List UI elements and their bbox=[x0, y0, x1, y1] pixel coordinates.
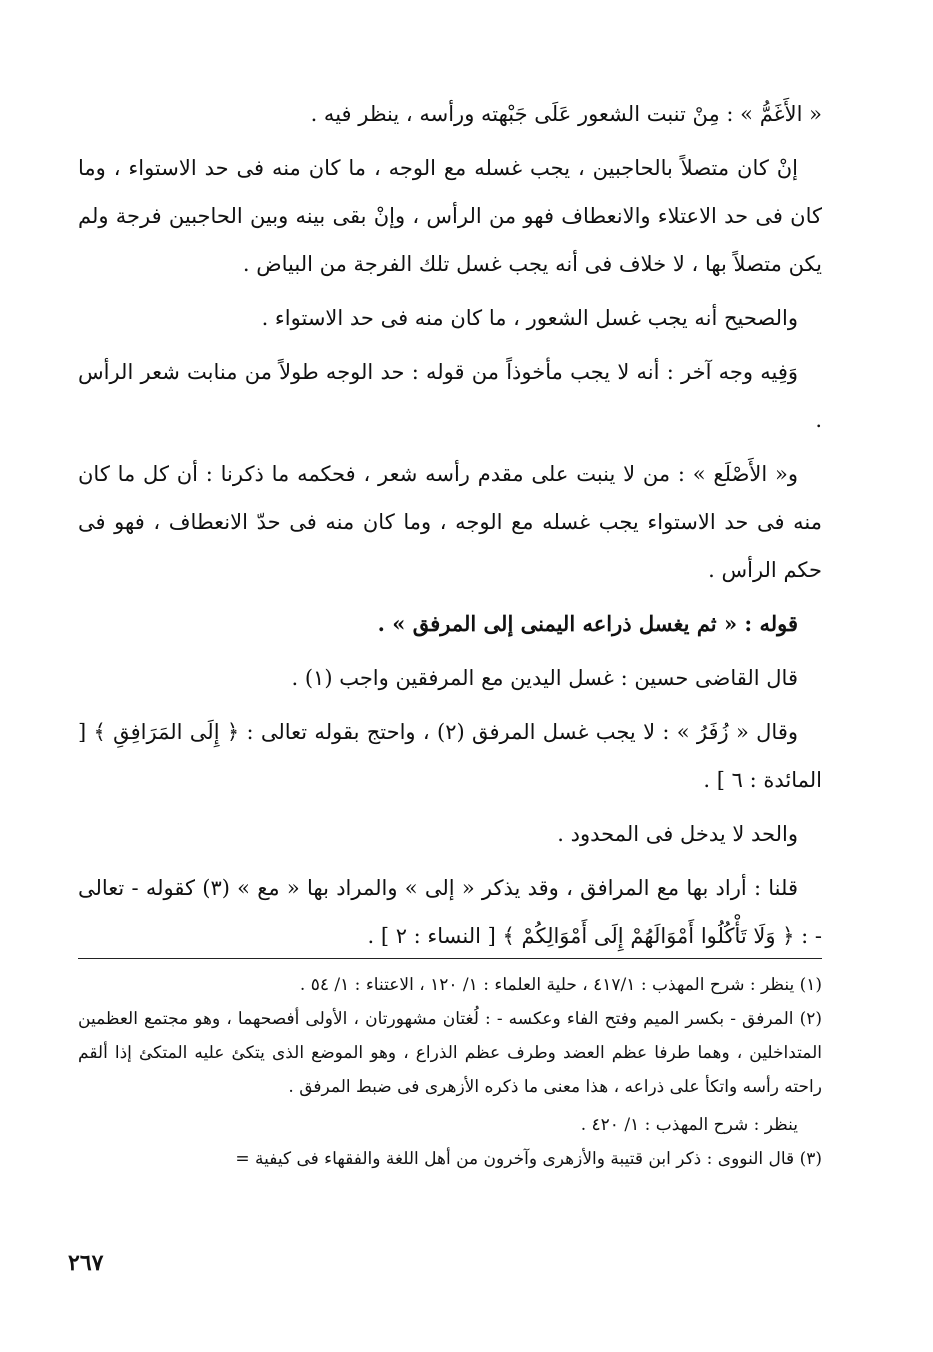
main-text bbox=[78, 90, 822, 966]
footnote-1: (١) ينظر : شرح المهذب : ٤١٧/١ ، حلية العلماء : ١/ ١٢٠ ، الاعتناء : ١/ ٥٤ . bbox=[299, 975, 822, 995]
footnote-3: (٣) قال النووى : ذكر ابن قتيبة والأزهرى وآخرون من أهل اللغة والفقهاء فى كيفية = bbox=[235, 1149, 822, 1169]
paragraph-10: قلنا : أراد بها مع المرافق ، وقد يذكر « إلى » والمراد بها « مع » (٣) كقوله - تعالى - : ﴿ وَلَا تَأْكُلُوا أَمْوَالَهُمْ إِلَى أَمْوَالِكُمْ ﴾ [ النساء : ٢ ] . bbox=[78, 876, 822, 948]
paragraph-7: قال القاضى حسين : غسل اليدين مع المرفقين واجب (١) . bbox=[291, 666, 798, 690]
paragraph-8: وقال « زُفَرُ » : لا يجب غسل المرفق (٢) ، واحتج بقوله تعالى : ﴿ إِلَى المَرَافِقِ ﴾ [ المائدة : ٦ ] . bbox=[78, 720, 822, 792]
paragraph-3: والصحيح أنه يجب غسل الشعور ، ما كان منه فى حد الاستواء . bbox=[261, 306, 798, 330]
paragraph-5: و« الأَصْلَع » : من لا ينبت على مقدم رأسه شعر ، فحكمه ما ذكرنا : أن كل ما كان منه فى حد الاستواء يجب غسله مع الوجه ، وما كان منه فى حدّ الانعطاف ، فهو فى حكم الرأس . bbox=[78, 462, 822, 582]
paragraph-2: إنْ كان متصلاً بالحاجبين ، يجب غسله مع الوجه ، ما كان منه فى حد الاستواء ، وما كان فى حد الاعتلاء والانعطاف فهو من الرأس ، وإنْ بقى بينه وبين الحاجبين فرجة ولم يكن متصلاً بها ، لا خلاف فى أنه يجب غسل تلك الفرجة من البياض . bbox=[78, 156, 822, 276]
footnotes bbox=[78, 968, 822, 1176]
footnote-2-continuation: ينظر : شرح المهذب : ١/ ٤٢٠ . bbox=[580, 1115, 798, 1135]
paragraph-4: وَفِيه وجه آخر : أنه لا يجب مأخوذاً من قوله : حد الوجه طولاً من منابت شعر الرأس . bbox=[78, 360, 822, 432]
page-number: ٢٦٧ bbox=[68, 1250, 104, 1276]
footnote-2: (٢) المرفق - بكسر الميم وفتح الفاء وعكسه - : لُغتان مشهورتان ، الأولى أفصحهما ، وهو مجتمع العظمين المتداخلين ، وهما طرفا عظم العضد وطرف عظم الذراع ، وهو الموضع الذى يتكئ عليه المتكئ إذا ألقم راحته رأسه واتكأ على ذراعه ، هذا معنى ما ذكره الأزهرى فى ضبط المرفق . bbox=[78, 1009, 822, 1097]
paragraph-6: قوله : « ثم يغسل ذراعه اليمنى إلى المرفق » . bbox=[377, 611, 798, 636]
paragraph-1: « الأَغَمُّ » : مِنْ تنبت الشعور عَلَى جَبْهته ورأسه ، ينظر فيه . bbox=[310, 102, 822, 126]
footnote-divider bbox=[78, 958, 822, 959]
paragraph-9: والحد لا يدخل فى المحدود . bbox=[557, 822, 798, 846]
